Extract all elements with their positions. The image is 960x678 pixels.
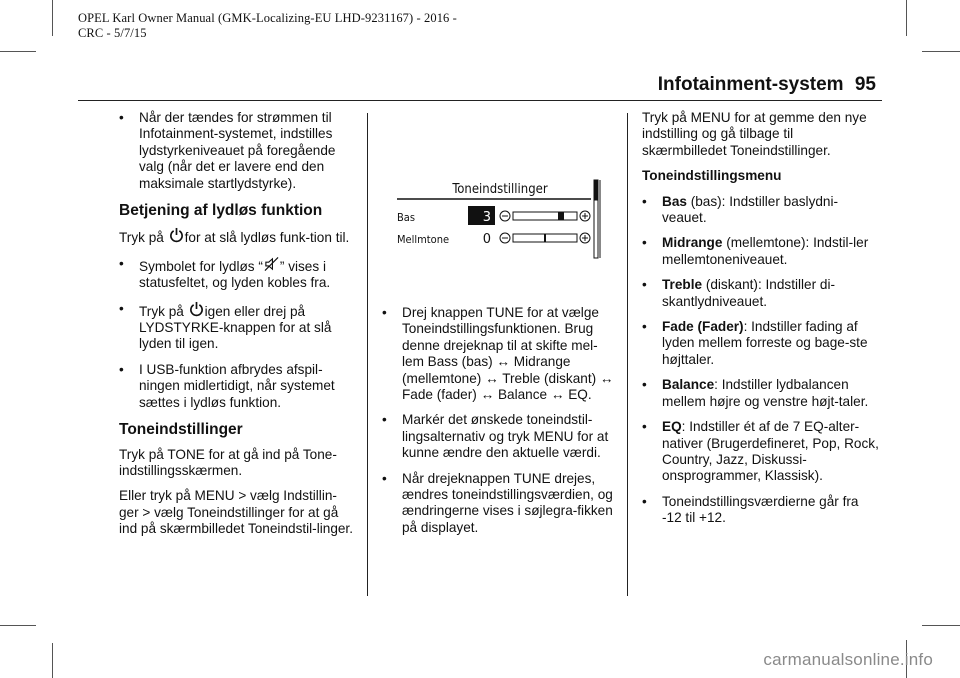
section-title: Infotainment-system xyxy=(657,74,844,95)
column-2 xyxy=(382,305,618,545)
document-header-line2: CRC - 5/7/15 xyxy=(78,26,147,40)
bullet-glyph: • xyxy=(382,470,387,486)
plus-icon xyxy=(580,211,590,221)
list-item-text: Når der tændes for strømmen til Infotainment-systemet, indstilles lydstyrkeniveauet på foregående valg (når det er lavere end den maksimale startlydstyrke). xyxy=(139,110,336,191)
paragraph: Tryk på MENU for at gemme den nye indstilling og gå tilbage til skærmbilledet Toneindstillinger. xyxy=(642,110,867,158)
column-divider xyxy=(627,113,628,596)
column-1 xyxy=(119,110,355,547)
bullet-glyph: • xyxy=(119,361,124,377)
mute-icon xyxy=(264,256,279,272)
list-item: • Symbolet for lydløs “ ” vises i statusfeltet, og lyden kobles fra. xyxy=(119,255,331,291)
list-item-text: Toneindstillingsværdierne går fra -12 til +12. xyxy=(662,493,859,526)
bullet-glyph: • xyxy=(642,319,647,335)
bullet-glyph: • xyxy=(642,193,647,209)
bullet-glyph: • xyxy=(642,277,647,293)
bullet-glyph: • xyxy=(382,305,387,320)
menu-term: Treble xyxy=(662,277,703,293)
crop-mark xyxy=(52,0,53,36)
list-item xyxy=(382,471,618,537)
list-item-text: I USB-funktion afbrydes afspil-ningen midlertidigt, når systemet sættes i lydløs funktion. xyxy=(139,361,335,410)
list-item: • Treble (diskant): Indstiller di-skantlydniveauet. xyxy=(642,277,836,309)
crop-mark xyxy=(0,51,36,52)
document-header xyxy=(78,11,457,41)
menu-term: Fade (Fader) xyxy=(662,319,744,335)
crop-mark xyxy=(922,625,960,626)
crop-mark xyxy=(52,643,53,678)
document-header-line1: OPEL Karl Owner Manual (GMK-Localizing-EU LHD-9231167) - 2016 - xyxy=(78,11,457,25)
bullet-glyph: • xyxy=(642,419,647,435)
list-item-text: Drej knappen TUNE for at vælge Toneindstillingsfunktionen. Brug denne drejeknap til at skifte mel-lem Bass (bas) ↔ Midrange (mellemtone) ↔ Treble (diskant) ↔ Fade (fader) ↔ Balance ↔ EQ. xyxy=(402,305,614,403)
watermark: carmanualsonline.info xyxy=(763,650,933,669)
screen-scrollbar-thumb xyxy=(595,181,598,201)
crop-mark xyxy=(906,0,907,36)
paragraph: Tryk på TONE for at gå ind på Tone-indstillingsskærmen. xyxy=(119,446,337,478)
list-item: • Fade (Fader): Indstiller fading af lyden mellem forreste og bage-ste højttaler. xyxy=(642,319,868,367)
list-item: • Bas (bas): Indstiller baslydni-veauet. xyxy=(642,193,839,226)
menu-term: Bas xyxy=(662,193,687,209)
menu-term: Balance xyxy=(662,377,715,393)
power-icon xyxy=(189,301,204,317)
list-item-text: Når drejeknappen TUNE drejes, ændres toneindstillingsværdien, og ændringerne vises i søjlegra-fikken på displayet. xyxy=(402,470,613,535)
column-divider xyxy=(367,113,368,596)
setting-value: 3 xyxy=(482,210,491,225)
paragraph: Tryk på for at slå lydløs funk-tion til. xyxy=(119,227,355,246)
bullet-glyph: • xyxy=(119,255,124,271)
list-item: • Midrange (mellemtone): Indstil-ler mellemtoneniveauet. xyxy=(642,235,869,267)
menu-term: EQ xyxy=(662,419,682,435)
level-marker xyxy=(558,212,564,220)
setting-label: Bas xyxy=(397,211,416,224)
list-item: • Balance: Indstiller lydbalancen mellem højre og venstre højt-taler. xyxy=(642,377,869,409)
list-item xyxy=(382,305,618,403)
list-item xyxy=(382,412,618,461)
setting-value: 0 xyxy=(482,232,491,247)
bullet-glyph: • xyxy=(382,412,387,428)
list-item-text: Markér det ønskede toneindstil-lingsalternativ og tryk MENU for at kunne ændre den aktuelle værdi. xyxy=(402,412,609,461)
header-rule xyxy=(78,100,882,101)
column-3 xyxy=(642,110,880,536)
minus-icon xyxy=(500,233,510,243)
list-item xyxy=(119,110,355,192)
crop-mark xyxy=(922,51,960,52)
crop-mark xyxy=(0,625,36,626)
paragraph: Eller tryk på MENU > vælg Indstillin-ger > vælg Toneindstillinger for at gå ind på skærmbilledet Toneindstil-linger. xyxy=(119,488,353,537)
setting-label: Mellmtone xyxy=(397,233,450,246)
minus-icon xyxy=(500,211,510,221)
section-heading: Toneindstillinger xyxy=(119,421,243,439)
subheading: Toneindstillingsmenu xyxy=(642,168,782,184)
level-bar xyxy=(513,212,577,220)
list-item xyxy=(642,494,880,527)
running-head xyxy=(658,74,876,96)
plus-icon xyxy=(580,233,590,243)
menu-term: Midrange xyxy=(662,235,723,251)
list-item: • EQ: Indstiller ét af de 7 EQ-alter-nativer (Brugerdefineret, Pop, Rock, Country, Jazz, Diskussi-onsprogrammer, Klassisk). xyxy=(642,419,879,484)
bullet-glyph: • xyxy=(642,377,647,393)
tone-settings-screen xyxy=(395,176,605,262)
list-item xyxy=(119,362,355,411)
page-number: 95 xyxy=(854,74,876,95)
section-heading: Betjening af lydløs funktion xyxy=(119,202,323,220)
bullet-glyph: • xyxy=(119,110,124,125)
level-marker xyxy=(544,234,546,242)
bullet-glyph: • xyxy=(642,235,647,251)
bullet-glyph: • xyxy=(119,300,124,316)
bullet-glyph: • xyxy=(642,493,647,509)
screen-title: Toneindstillinger xyxy=(452,182,548,197)
power-icon xyxy=(169,227,184,243)
list-item: • Tryk på igen eller drej på LYDSTYRKE-knappen for at slå lyden til igen. xyxy=(119,300,332,352)
